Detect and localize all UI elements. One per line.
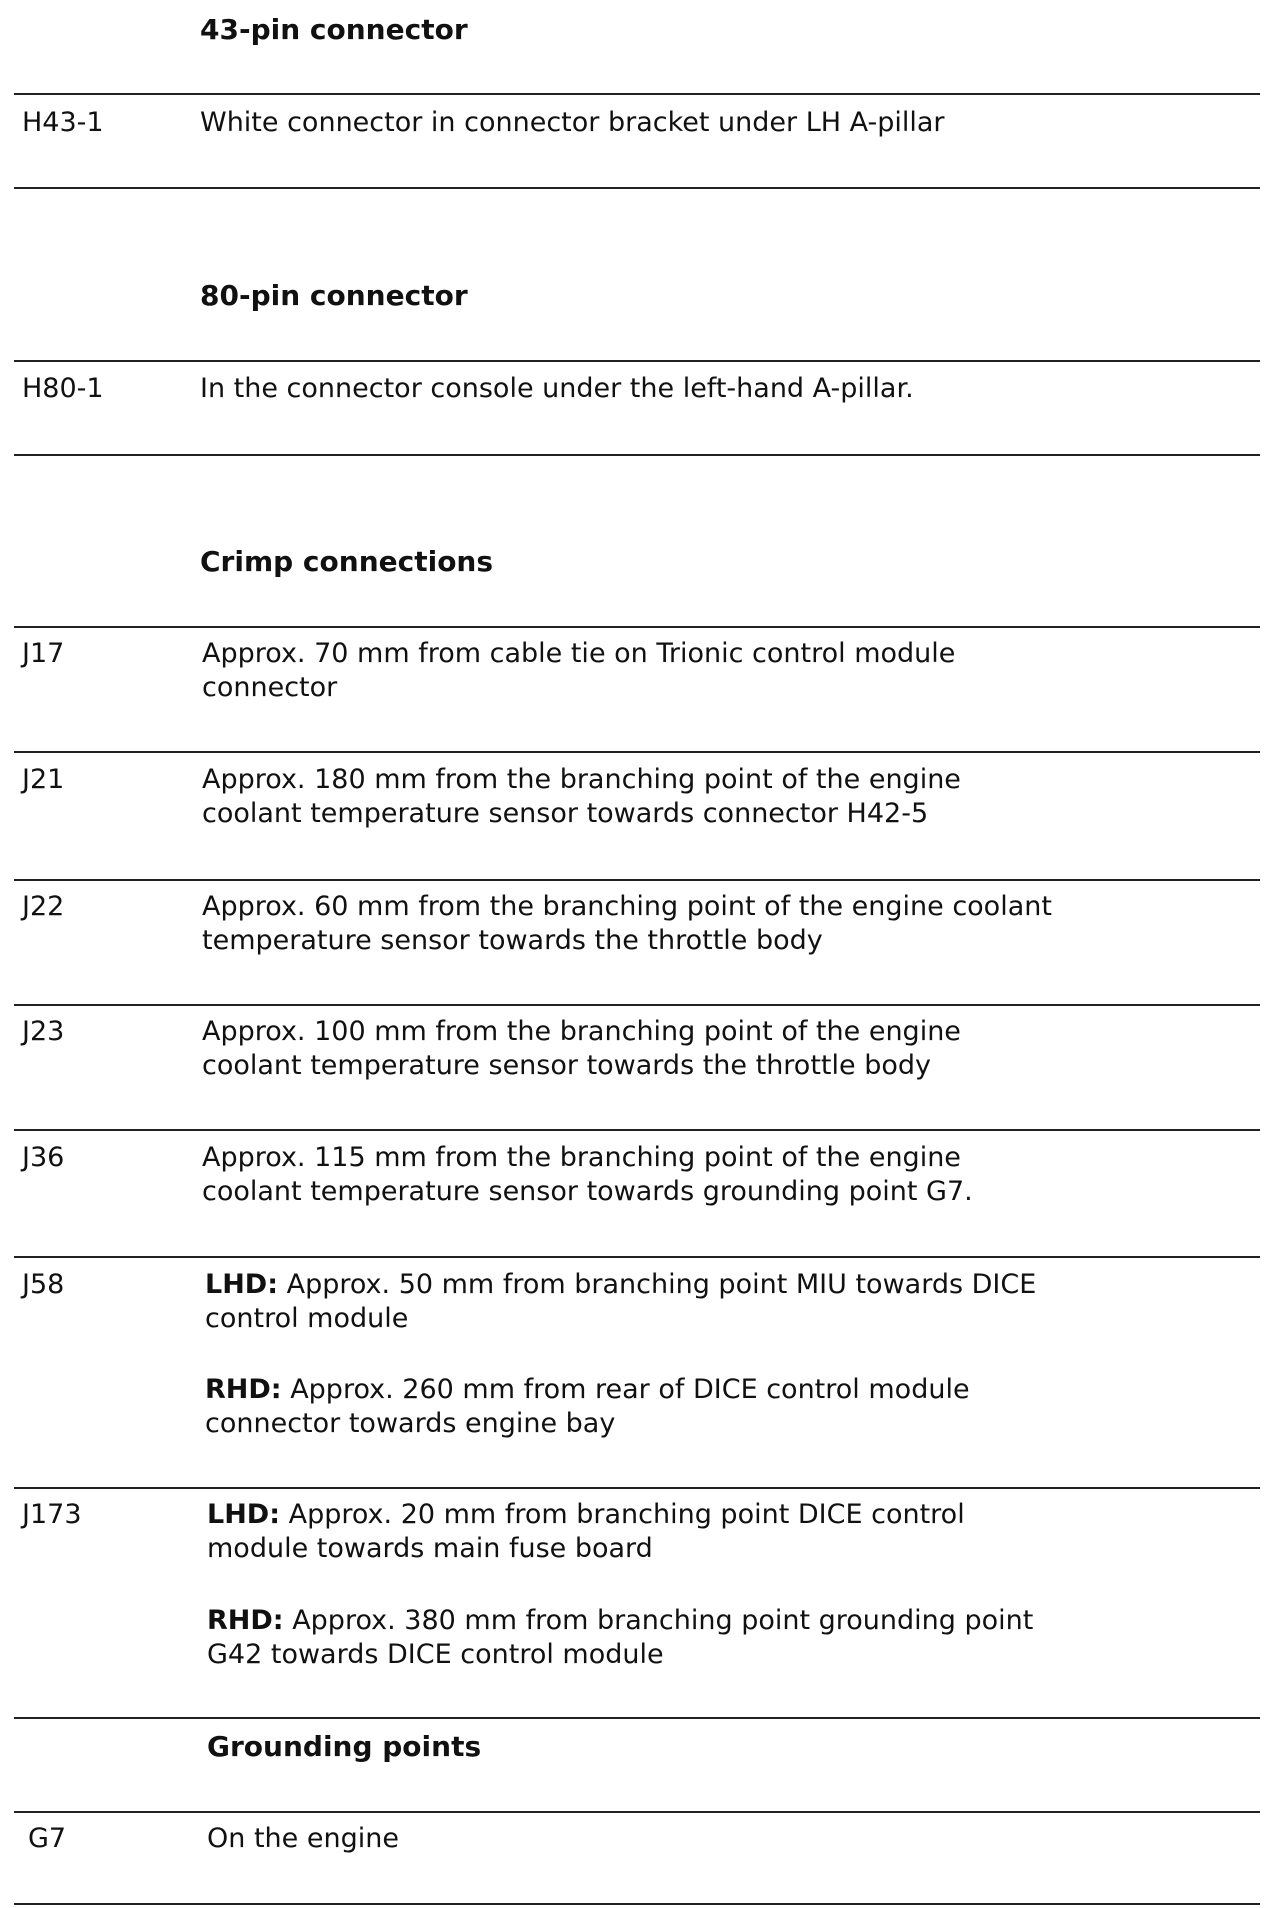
location-description: Approx. 60 mm from the branching point of the engine coolant temperature sensor towards the throttle body	[202, 891, 1052, 956]
location-description: On the engine	[207, 1823, 399, 1854]
location-description: Approx. 180 mm from the branching point of the engine coolant temperature sensor towards connector H42-5	[202, 764, 961, 829]
section-heading-80-pin: 80-pin connector	[200, 279, 468, 312]
lhd-description: LHD: Approx. 50 mm from branching point MIU towards DICE control module	[205, 1269, 1037, 1334]
divider	[14, 187, 1260, 189]
component-code: J17	[22, 638, 65, 669]
divider	[14, 1129, 1260, 1131]
divider	[14, 93, 1260, 95]
component-code: J21	[22, 764, 65, 795]
component-code: G7	[28, 1823, 67, 1854]
rhd-description: RHD: Approx. 380 mm from branching point grounding point G42 towards DICE control module	[207, 1605, 1034, 1670]
component-code: J173	[22, 1499, 82, 1530]
divider	[14, 751, 1260, 753]
component-code: J23	[22, 1016, 65, 1047]
location-description: Approx. 100 mm from the branching point of the engine coolant temperature sensor towards the throttle body	[202, 1016, 961, 1081]
divider	[14, 1004, 1260, 1006]
section-heading-crimp: Crimp connections	[200, 545, 494, 578]
section-heading-grounding: Grounding points	[207, 1730, 482, 1763]
divider	[14, 626, 1260, 628]
component-code: J22	[22, 891, 65, 922]
divider	[14, 360, 1260, 362]
component-code: J58	[22, 1269, 65, 1300]
component-code: J36	[22, 1142, 65, 1173]
divider	[14, 1717, 1260, 1719]
lhd-description: LHD: Approx. 20 mm from branching point DICE control module towards main fuse board	[207, 1499, 965, 1564]
divider	[14, 454, 1260, 456]
location-description: Approx. 70 mm from cable tie on Trionic control module connector	[202, 638, 956, 703]
location-description: Approx. 115 mm from the branching point of the engine coolant temperature sensor towards grounding point G7.	[202, 1142, 973, 1207]
divider	[14, 1487, 1260, 1489]
divider	[14, 1903, 1260, 1905]
location-description: In the connector console under the left-hand A-pillar.	[200, 373, 914, 404]
rhd-description: RHD: Approx. 260 mm from rear of DICE control module connector towards engine bay	[205, 1374, 970, 1439]
divider	[14, 1811, 1260, 1813]
component-code: H43-1	[22, 107, 104, 138]
section-heading-43-pin: 43-pin connector	[200, 13, 468, 46]
component-code: H80-1	[22, 373, 104, 404]
location-description: White connector in connector bracket under LH A-pillar	[200, 107, 945, 138]
divider	[14, 879, 1260, 881]
divider	[14, 1256, 1260, 1258]
